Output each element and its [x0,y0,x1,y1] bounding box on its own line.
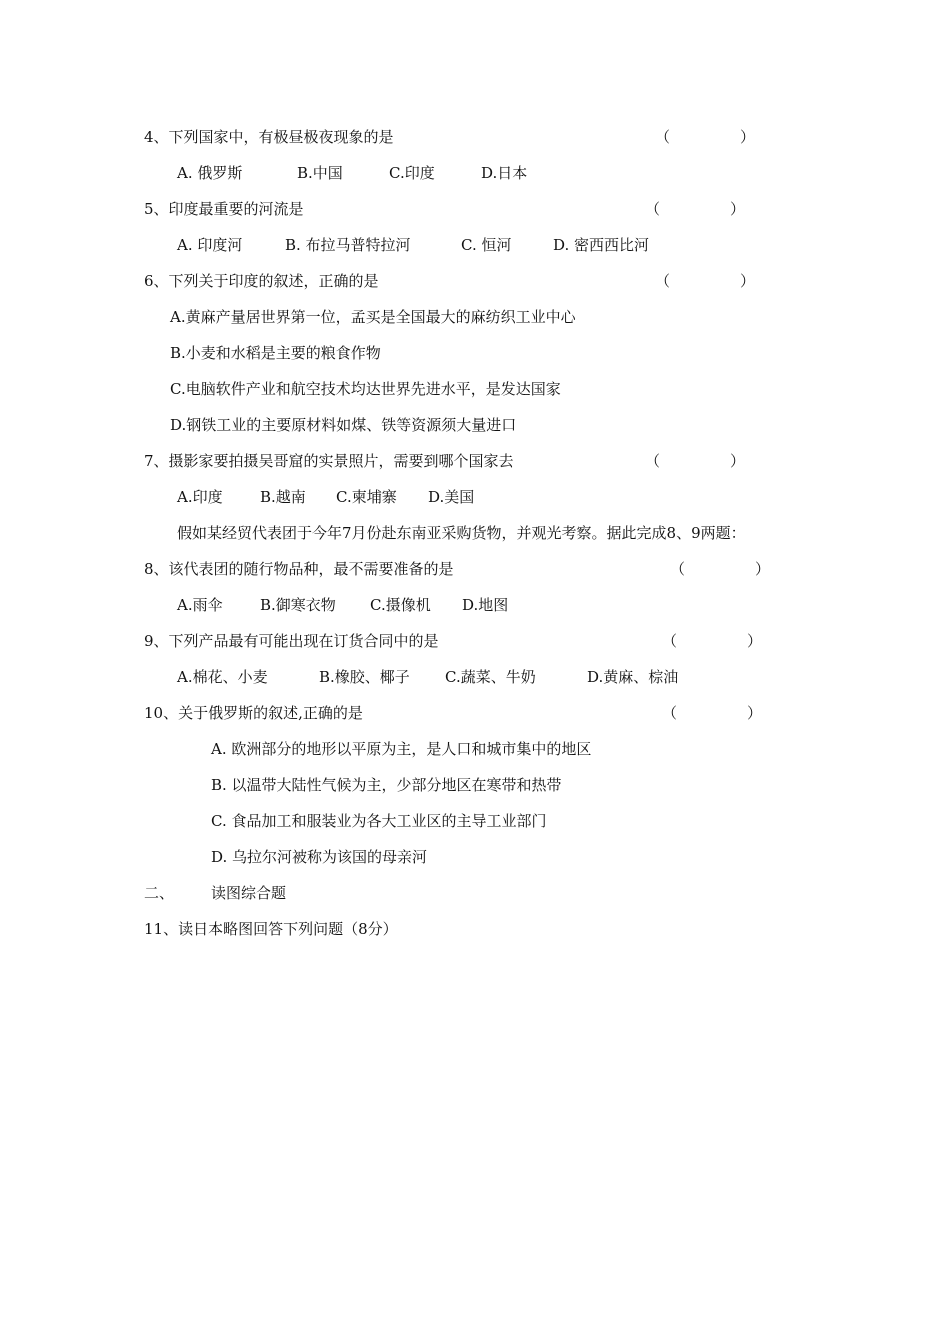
paren-close: ） [747,704,763,722]
question-6-option-c: C.电脑软件产业和航空技术均达世界先进水平，是发达国家 [170,380,561,398]
question-10-option-a: A. 欧洲部分的地形以平原为主，是人口和城市集中的地区 [211,740,592,758]
question-6-stem: 6、下列关于印度的叙述，正确的是 [144,272,379,290]
question-9-answer-blank [662,631,762,651]
question-6-option-a: A.黄麻产量居世界第一位，孟买是全国最大的麻纺织工业中心 [170,308,576,326]
question-6-option-d: D.钢铁工业的主要原材料如煤、铁等资源须大量进口 [170,416,517,434]
question-8-options [177,595,508,615]
question-6-option-b: B.小麦和水稻是主要的粮食作物 [170,344,381,362]
option-d: D. 密西西比河 [553,236,650,254]
paren-close: ） [747,632,763,650]
option-b: B.御寒衣物 [260,596,336,614]
paren-open: （ [655,272,671,290]
option-c: C.印度 [389,164,435,182]
question-9-stem: 9、下列产品最有可能出现在订货合同中的是 [144,632,439,650]
paren-open: （ [645,200,661,218]
paren-open: （ [670,560,686,578]
option-a: A. 俄罗斯 [177,164,243,182]
option-b: B.橡胶、椰子 [319,668,410,686]
paren-open: （ [645,452,661,470]
option-b: B.越南 [260,488,306,506]
question-10-answer-blank [662,703,762,723]
option-a: A.棉花、小麦 [177,668,268,686]
option-b: B.中国 [297,164,343,182]
paren-open: （ [655,128,671,146]
option-c: C. 恒河 [461,236,512,254]
option-b: B. 布拉马普特拉河 [285,236,411,254]
paren-close: ） [740,128,756,146]
section-2-number: 二、 [144,884,175,902]
question-6-answer-blank [655,271,755,291]
option-d: D.美国 [428,488,475,506]
option-d: D.黄麻、棕油 [587,668,679,686]
section-2-title: 读图综合题 [211,884,287,902]
question-4-stem: 4、下列国家中，有极昼极夜现象的是 [144,128,394,146]
question-11-stem: 11、读日本略图回答下列问题（8分） [144,920,398,938]
question-8-answer-blank [670,559,770,579]
question-5-answer-blank [645,199,745,219]
intro-questions-8-9: 假如某经贸代表团于今年7月份赴东南亚采购货物，并观光考察。据此完成8、9两题： [177,524,746,542]
question-8-stem: 8、该代表团的随行物品种，最不需要准备的是 [144,560,454,578]
question-4-answer-blank [655,127,755,147]
option-d: D.地图 [462,596,509,614]
paren-close: ） [740,272,756,290]
question-7-answer-blank [645,451,745,471]
paren-close: ） [730,200,746,218]
paren-close: ） [755,560,771,578]
question-10-option-b: B. 以温带大陆性气候为主，少部分地区在寒带和热带 [211,776,562,794]
question-7-stem: 7、摄影家要拍摄吴哥窟的实景照片，需要到哪个国家去 [144,452,514,470]
option-c: C.柬埔寨 [336,488,397,506]
question-5-options [177,235,649,255]
question-7-options [177,487,474,507]
option-a: A.印度 [177,488,223,506]
question-9-options [177,667,678,687]
question-4-options [177,163,527,183]
option-c: C.蔬菜、牛奶 [445,668,536,686]
option-c: C.摄像机 [370,596,431,614]
paren-open: （ [662,632,678,650]
question-10-option-d: D. 乌拉尔河被称为该国的母亲河 [211,848,428,866]
question-10-stem: 10、关于俄罗斯的叙述,正确的是 [144,704,363,722]
paren-close: ） [730,452,746,470]
option-a: A.雨伞 [177,596,223,614]
paren-open: （ [662,704,678,722]
question-10-option-c: C. 食品加工和服装业为各大工业区的主导工业部门 [211,812,547,830]
option-d: D.日本 [481,164,528,182]
question-5-stem: 5、印度最重要的河流是 [144,200,304,218]
option-a: A. 印度河 [177,236,243,254]
